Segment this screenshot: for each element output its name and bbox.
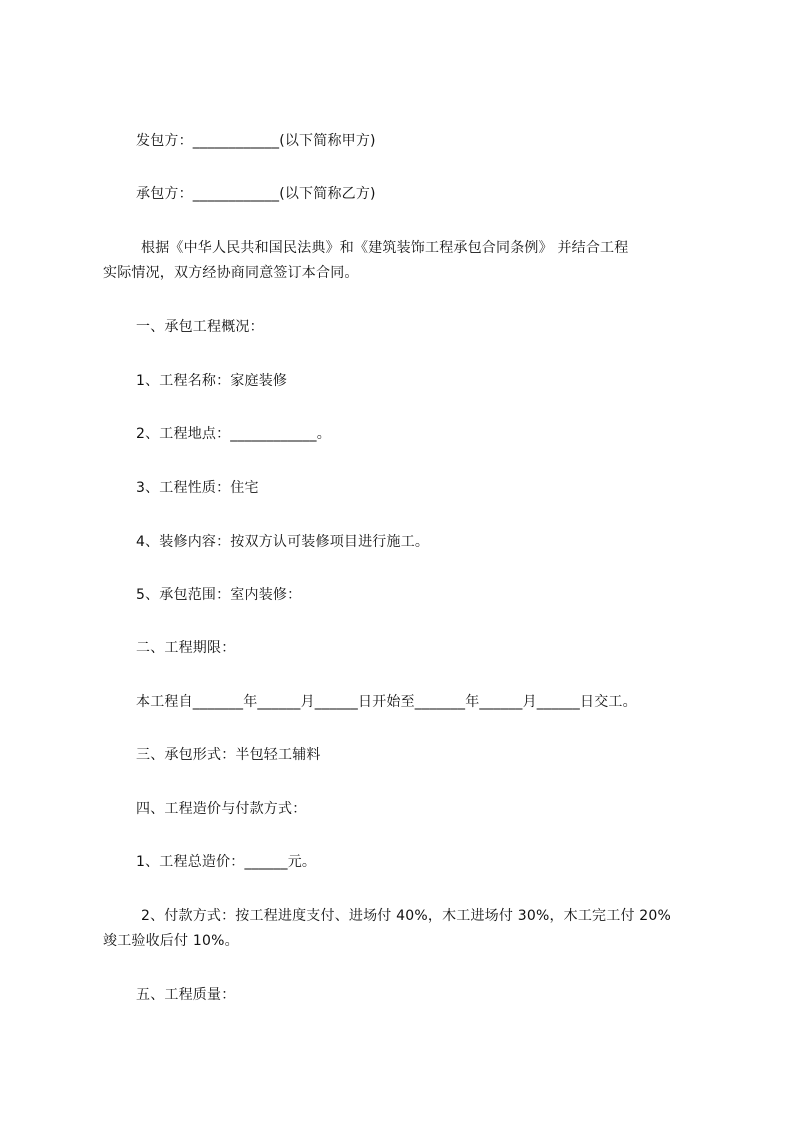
section-5-title: 五、工程质量： xyxy=(136,987,236,1003)
project-nature: 3、工程性质：住宅 xyxy=(136,480,259,496)
section-2-title: 二、工程期限： xyxy=(136,640,236,656)
contract-scope: 5、承包范围：室内装修： xyxy=(136,587,302,603)
payment-method-line-1: 2、付款方式：按工程进度支付、进场付 40%，木工进场付 30%，木工完工付 20% xyxy=(141,908,672,924)
section-4-title: 四、工程造价与付款方式： xyxy=(136,801,307,817)
intro-line-2: 实际情况，双方经协商同意签订本合同。 xyxy=(103,265,359,281)
total-cost: 1、工程总造价：______元。 xyxy=(136,854,317,870)
intro-line-1: 根据《中华人民共和国民法典》和《建筑装饰工程承包合同条例》 并结合工程 xyxy=(141,240,629,256)
section-1-title: 一、承包工程概况： xyxy=(136,319,264,335)
project-period: 本工程自_______年______月______日开始至_______年______月______日交工。 xyxy=(136,694,637,710)
decoration-content: 4、装修内容：按双方认可装修项目进行施工。 xyxy=(136,534,430,550)
section-3-title: 三、承包形式：半包轻工辅料 xyxy=(136,747,321,763)
project-name: 1、工程名称：家庭装修 xyxy=(136,373,288,389)
party-a-line: 发包方：____________(以下简称甲方) xyxy=(136,133,376,149)
project-location: 2、工程地点：____________。 xyxy=(136,426,331,442)
payment-method-line-2: 竣工验收后付 10%。 xyxy=(103,933,239,949)
party-b-line: 承包方：____________(以下简称乙方) xyxy=(136,186,376,202)
